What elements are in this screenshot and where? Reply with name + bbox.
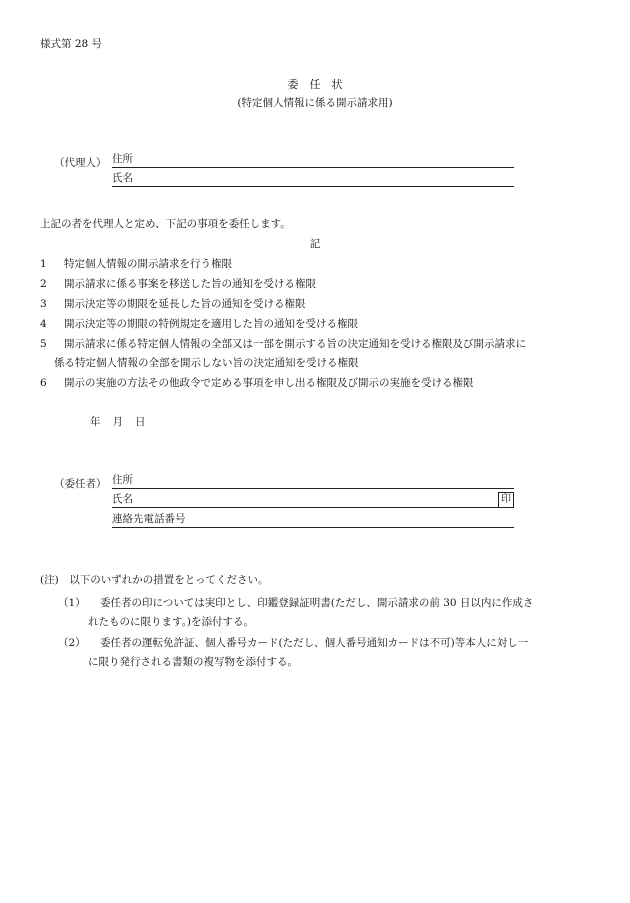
list-item — [40, 316, 358, 331]
list-item — [40, 375, 474, 390]
agent-address-label: 住所 — [112, 153, 133, 165]
agent-role-label: （代理人） — [54, 157, 107, 169]
item-text: 開示の実施の方法その他政令で定める事項を申し出る権限及び開示の実施を受ける権限 — [64, 377, 474, 389]
item-text: 開示請求に係る事案を移送した旨の通知を受ける権限 — [64, 278, 316, 290]
item-number: 6 — [40, 377, 47, 389]
item-text: 特定個人情報の開示請求を行う権限 — [64, 258, 232, 270]
date-month-label: 月 — [112, 416, 123, 428]
item-text: 開示請求に係る特定個人情報の全部又は一部を開示する旨の決定通知を受ける権限及び開示請求に — [64, 338, 526, 350]
list-item — [40, 336, 526, 351]
date-day-label: 日 — [135, 416, 146, 428]
principal-name-field[interactable] — [112, 493, 514, 508]
list-item — [40, 276, 316, 291]
notes-heading: (注) 以下のいずれかの措置をとってください。 — [40, 574, 269, 586]
seal-box: 印 — [498, 492, 514, 508]
agent-name-field[interactable] — [112, 172, 514, 187]
note-2-mark: （2） — [58, 637, 86, 649]
date-year-label: 年 — [90, 416, 101, 428]
item-number: 5 — [40, 338, 47, 350]
list-item — [40, 256, 232, 271]
form-number: 様式第 28 号 — [40, 38, 103, 50]
item-text-continuation: 係る特定個人情報の全部を開示しない旨の決定通知を受ける権限 — [54, 357, 359, 369]
note-2-line-2: に限り発行される書類の複写物を添付する。 — [88, 656, 298, 668]
note-1-mark: （1） — [58, 597, 86, 609]
ki-heading: 記 — [309, 238, 321, 250]
principal-phone-label: 連絡先電話番号 — [112, 513, 186, 525]
item-number: 1 — [40, 258, 47, 270]
item-text: 開示決定等の期限の特例規定を適用した旨の通知を受ける権限 — [64, 318, 358, 330]
agent-address-field[interactable] — [112, 153, 514, 168]
list-item — [40, 296, 306, 311]
principal-address-field[interactable] — [112, 474, 514, 489]
note-1-line-2: れたものに限ります。)を添付する。 — [88, 616, 255, 628]
principal-name-label: 氏名 — [112, 493, 133, 505]
item-number: 3 — [40, 298, 47, 310]
note-1-line-1: 委任者の印については実印とし、印鑑登録証明書(ただし、開示請求の前 30 日以内に作成さ — [100, 597, 534, 609]
principal-role-label: （委任者） — [54, 478, 107, 490]
item-number: 2 — [40, 278, 47, 290]
document-title: 委 任 状 — [287, 78, 343, 91]
agent-name-label: 氏名 — [112, 172, 133, 184]
item-number: 4 — [40, 318, 47, 330]
note-2-line-1: 委任者の運転免許証、個人番号カード(ただし、個人番号通知カードは不可)等本人に対し一 — [100, 637, 529, 649]
document-subtitle: (特定個人情報に係る開示請求用) — [237, 97, 393, 109]
item-text: 開示決定等の期限を延長した旨の通知を受ける権限 — [64, 298, 306, 310]
date-line[interactable] — [90, 414, 158, 429]
principal-phone-field[interactable] — [112, 513, 514, 528]
principal-address-label: 住所 — [112, 474, 133, 486]
delegation-statement: 上記の者を代理人と定め、下記の事項を委任します。 — [40, 218, 291, 230]
